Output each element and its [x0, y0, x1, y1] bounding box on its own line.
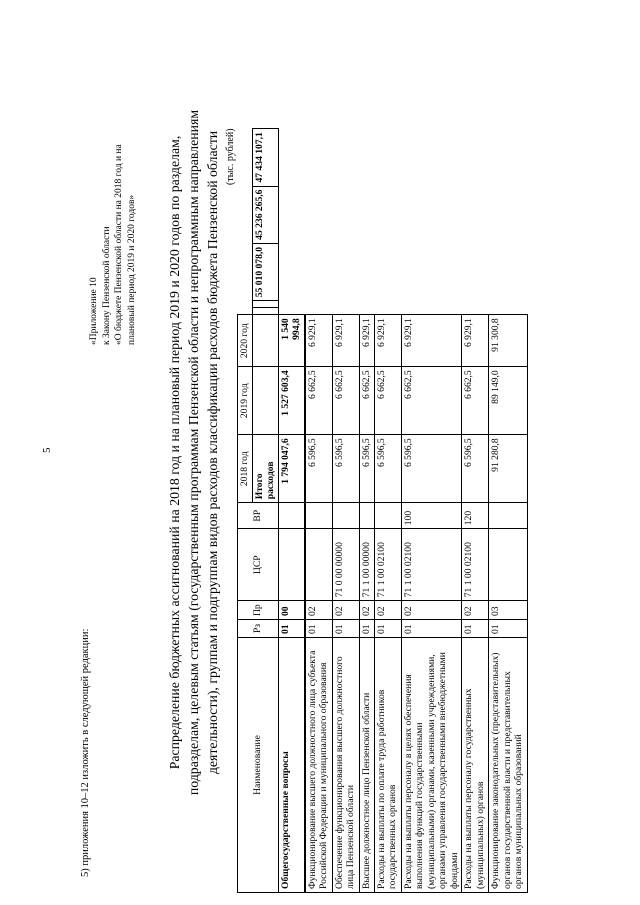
cell-csr	[489, 529, 528, 601]
appendix-line: плановый период 2019 и 2020 годов»	[126, 194, 137, 345]
cell-pr: 02	[462, 601, 489, 620]
cell-name: Расходы на выплаты персоналу в целях обеспечения выполнения функций государственными (муниципальными) органами, казенными учреждениями, органами управления государственными внебюджетными фондами	[401, 638, 462, 893]
cell-name: Расходы на выплаты по оплате труда работников государственных органов	[374, 638, 401, 893]
appendix-line: к Закону Пензенской области	[101, 226, 112, 345]
header-name: Наименование	[238, 638, 279, 893]
cell-y2018: 6 596,5	[462, 435, 489, 503]
header-rz: Рз	[238, 620, 279, 638]
budget-table	[237, 128, 528, 893]
cell-vr	[278, 503, 305, 529]
appendix-title: «Приложение 10	[89, 277, 99, 345]
cell-name: Высшее должностное лицо Пензенской области	[359, 638, 374, 893]
table-row	[462, 129, 489, 893]
cell-name: Обеспечение функционирования высшего должностного лица Пензенской области	[332, 638, 359, 893]
cell-y2019: 6 662,5	[401, 367, 462, 435]
cell-y2019: 6 662,5	[374, 367, 401, 435]
cell-y2019: 6 662,5	[462, 367, 489, 435]
cell-pr: 02	[401, 601, 462, 620]
cell-y2019: 1 527 603,4	[278, 367, 305, 435]
cell-y2018: 1 794 047,6	[278, 435, 305, 503]
units-label: (тыс. рублей)	[225, 128, 236, 185]
cell-name: Функционирование законодательных (представительных) органов государственной власти и представительных органов муниципальных образований	[489, 638, 528, 893]
cell-rz: 01	[401, 620, 462, 638]
table-row	[359, 129, 374, 893]
heading-line: деятельности), группам и подгруппам видов расходов классификации расходов бюджета Пензенской области	[205, 130, 220, 775]
cell-name: Общегосударственные вопросы	[278, 638, 305, 893]
cell-y2019: 89 149,0	[489, 367, 528, 435]
cell-name: Итого расходов	[252, 435, 278, 503]
cell-y2019: 45 236 265,6	[252, 186, 278, 243]
cell-y2019: 6 662,5	[305, 367, 333, 435]
cell-y2019: 6 662,5	[359, 367, 374, 435]
cell-y2020: 6 929,1	[305, 315, 333, 367]
cell-rz: 01	[332, 620, 359, 638]
cell-y2020: 6 929,1	[359, 315, 374, 367]
cell-vr	[374, 503, 401, 529]
page-number: 5	[41, 447, 53, 453]
cell-y2020: 1 540 994,8	[278, 315, 305, 367]
cell-csr: 71 1 00 02100	[462, 529, 489, 601]
cell-csr: 71 0 00 00000	[332, 529, 359, 601]
table-row	[305, 129, 333, 893]
cell-pr: 02	[332, 601, 359, 620]
cell-rz: 01	[278, 620, 305, 638]
appendix-caption	[88, 45, 138, 345]
table-row	[332, 129, 359, 893]
table-header-row	[238, 129, 253, 893]
cell-y2020: 47 434 107,1	[252, 129, 278, 186]
cell-vr	[305, 503, 333, 529]
header-2019: 2019 год	[238, 367, 253, 435]
header-pr: Пр	[238, 601, 279, 620]
cell-y2020: 6 929,1	[462, 315, 489, 367]
cell-pr: 03	[489, 601, 528, 620]
cell-pr: 02	[359, 601, 374, 620]
cell-y2020: 6 929,1	[332, 315, 359, 367]
cell-y2020: 6 929,1	[374, 315, 401, 367]
cell-y2019: 6 662,5	[332, 367, 359, 435]
cell-csr	[278, 529, 305, 601]
cell-y2018: 6 596,5	[332, 435, 359, 503]
heading-line: подразделам, целевым статьям (государственным программам Пензенской области и непрограммным направлениям	[186, 109, 201, 796]
cell-rz: 01	[374, 620, 401, 638]
cell-csr	[252, 308, 278, 315]
cell-y2018: 6 596,5	[305, 435, 333, 503]
cell-y2018: 6 596,5	[374, 435, 401, 503]
cell-y2020: 6 929,1	[401, 315, 462, 367]
cell-pr: 02	[305, 601, 333, 620]
cell-y2018: 6 596,5	[359, 435, 374, 503]
cell-csr: 71 1 00 02100	[374, 529, 401, 601]
header-2018: 2018 год	[238, 435, 253, 503]
cell-pr	[252, 315, 278, 367]
cell-csr	[305, 529, 333, 601]
table-row	[401, 129, 462, 893]
cell-vr	[489, 503, 528, 529]
cell-vr	[252, 301, 278, 308]
cell-vr	[359, 503, 374, 529]
cell-y2020: 91 300,8	[489, 315, 528, 367]
cell-rz	[252, 367, 278, 435]
cell-vr: 120	[462, 503, 489, 529]
cell-rz: 01	[462, 620, 489, 638]
header-2020: 2020 год	[238, 315, 253, 367]
cell-name: Функционирование высшего должностного лица субъекта Российской Федерации и муниципального образования	[305, 638, 333, 893]
cell-vr: 100	[401, 503, 462, 529]
cell-csr: 71 1 00 00000	[359, 529, 374, 601]
document-heading	[165, 0, 222, 905]
cell-y2018: 6 596,5	[401, 435, 462, 503]
intro-text: 5) приложения 10–12 изложить в следующей редакции:	[80, 628, 91, 877]
cell-rz: 01	[305, 620, 333, 638]
cell-rz: 01	[489, 620, 528, 638]
appendix-line: «О бюджете Пензенской области на 2018 год и на	[114, 144, 124, 345]
cell-name: Расходы на выплаты персоналу государственных (муниципальных) органов	[462, 638, 489, 893]
header-vr: ВР	[238, 503, 279, 529]
table-row	[374, 129, 401, 893]
cell-y2018: 91 280,8	[489, 435, 528, 503]
cell-pr: 00	[278, 601, 305, 620]
cell-rz: 01	[359, 620, 374, 638]
cell-csr: 71 1 00 02100	[401, 529, 462, 601]
table-row	[489, 129, 528, 893]
cell-pr: 02	[374, 601, 401, 620]
cell-y2018: 55 010 078,0	[252, 243, 278, 300]
table-row	[278, 129, 305, 893]
cell-vr	[332, 503, 359, 529]
heading-line: Распределение бюджетных ассигнований на 2018 год и на плановый период 2019 и 2020 годов по разделам,	[167, 135, 182, 770]
header-csr: ЦСР	[238, 529, 279, 601]
